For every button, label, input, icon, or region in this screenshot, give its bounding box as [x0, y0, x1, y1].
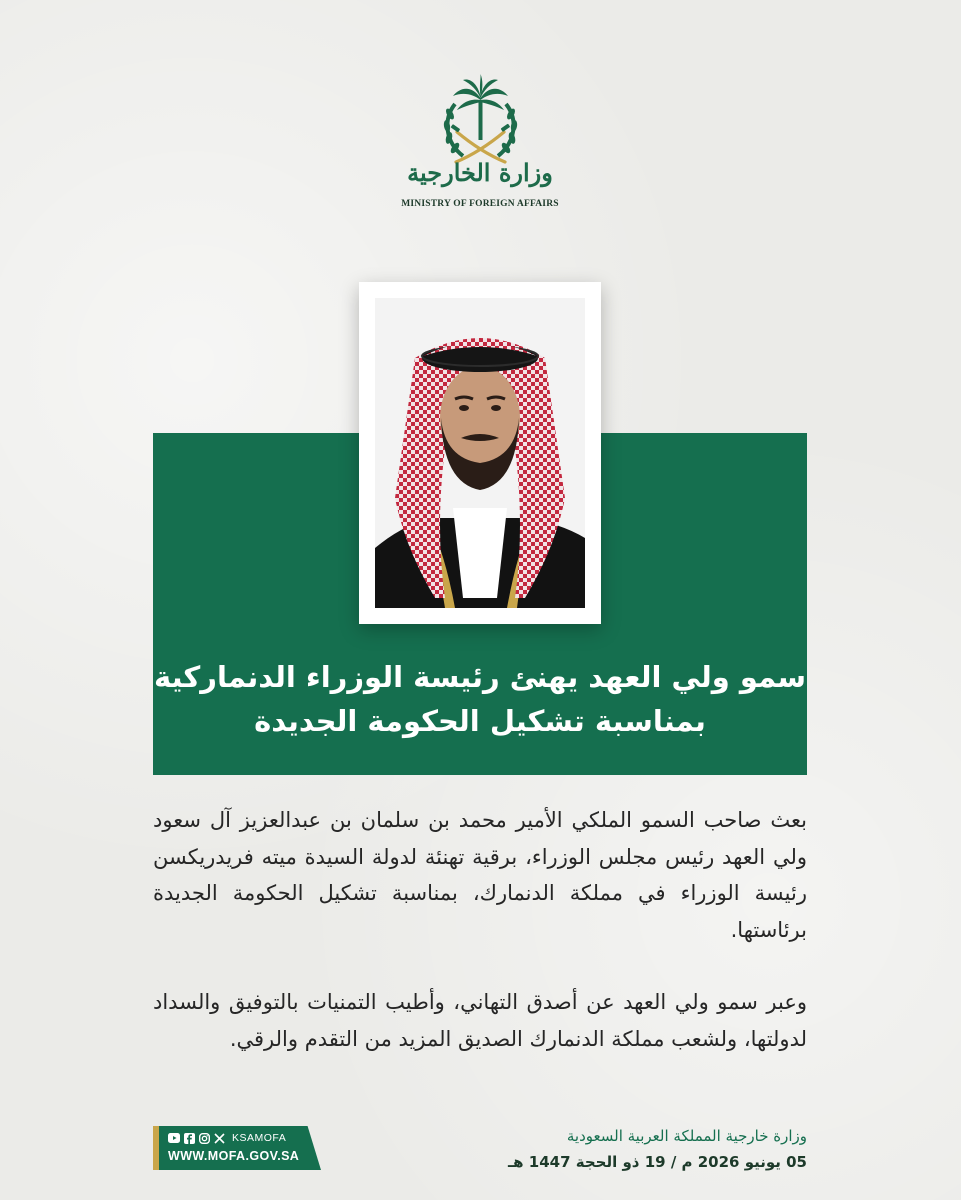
social-row [168, 1130, 286, 1146]
facebook-icon[interactable] [183, 1132, 195, 1144]
portrait-photo [375, 298, 585, 608]
portrait-frame [359, 282, 601, 624]
ministry-english-name: MINISTRY OF FOREIGN AFFAIRS [401, 199, 559, 209]
x-icon[interactable] [213, 1132, 225, 1144]
social-handle: KSAMOFA [232, 1132, 287, 1144]
instagram-icon[interactable] [198, 1132, 210, 1144]
website-link[interactable]: WWW.MOFA.GOV.SA [168, 1149, 300, 1163]
body-paragraph-2: وعبر سمو ولي العهد عن أصدق التهاني، وأطيب التمنيات بالتوفيق والسداد لدولتها، ولشعب مملكة الدنمارك الصديق المزيد من التقدم والرقي. [153, 990, 807, 1051]
youtube-icon[interactable] [168, 1132, 180, 1144]
publication-date: 05 يونيو 2026 م / 19 ذو الحجة 1447 هـ [508, 1153, 807, 1171]
signature-block [447, 1124, 807, 1176]
social-badge-accent [153, 1126, 159, 1170]
ministry-arabic-logotype: وزارة الخارجية [407, 158, 553, 187]
body-paragraph-1: بعث صاحب السمو الملكي الأمير محمد بن سلمان بن عبدالعزيز آل سعود ولي العهد رئيس مجلس الوزراء، برقية تهنئة لدولة السيدة ميته فريدريكسن رئيسة الوزراء في مملكة الدنمارك، بمناسبة تشكيل الحكومة الجديدة برئاستها. [153, 808, 807, 942]
headline [153, 655, 807, 743]
article-body [153, 802, 807, 1057]
headline-line-2: بمناسبة تشكيل الحكومة الجديدة [254, 704, 706, 738]
headline-line-1: سمو ولي العهد يهنئ رئيسة الوزراء الدنماركية [154, 660, 806, 694]
ministry-signature: وزارة خارجية المملكة العربية السعودية [566, 1127, 807, 1145]
